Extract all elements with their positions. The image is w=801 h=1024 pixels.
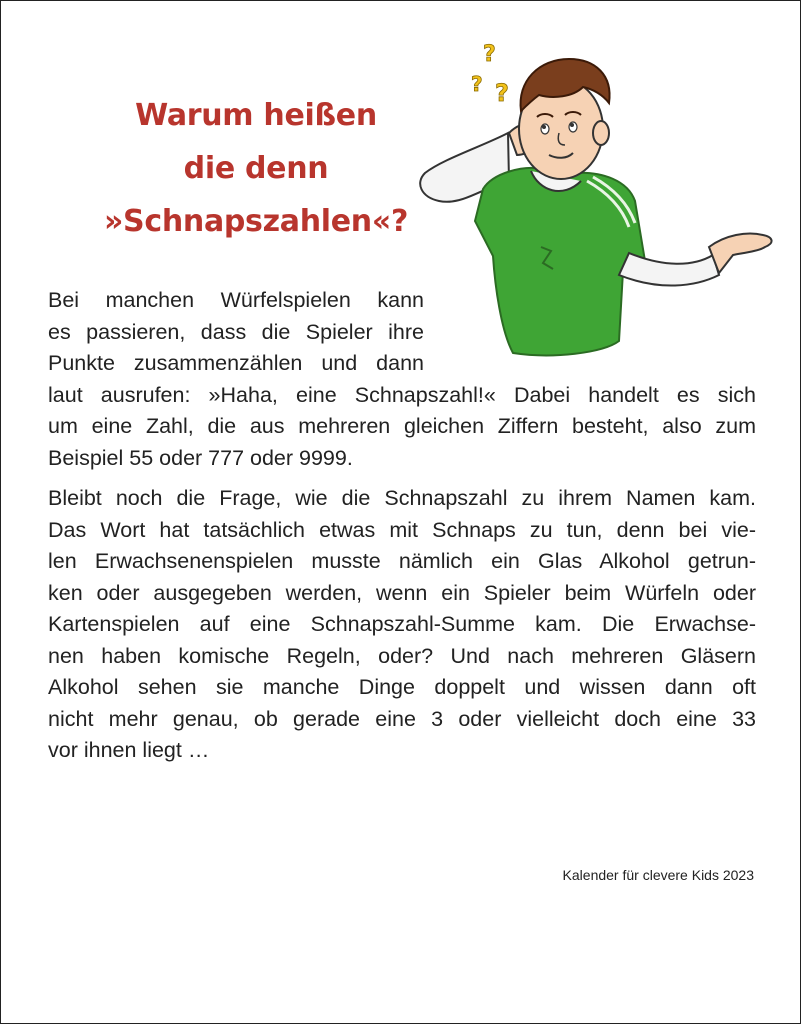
paragraph-2-line: Bleibt noch die Frage, wie die Schnapszahl zu ihrem Namen kam. (48, 486, 756, 510)
svg-text:?: ? (471, 72, 483, 96)
title-line-2: die denn (183, 151, 329, 186)
paragraph-2-line: Alkohol sehen sie manche Dinge doppelt und wissen dann oft (48, 675, 756, 699)
paragraph-2-line: ken oder ausgegeben werden, wenn ein Spieler beim Würfeln oder (48, 580, 756, 605)
svg-text:?: ? (495, 79, 509, 107)
paragraph-1-line: es passieren, dass die Spieler ihre (48, 319, 424, 344)
question-marks-icon (471, 42, 509, 107)
paragraph-1-line: Bei manchen Würfelspielen kann (48, 288, 424, 312)
title-line-3: »Schnapszahlen«? (103, 204, 409, 239)
paragraph-2-line: nicht mehr genau, ob gerade eine 3 oder vielleicht doch eine 33 (48, 706, 756, 731)
paragraph-1-line: Punkte zusammenzählen und dann (48, 351, 424, 375)
paragraph-1 (48, 285, 756, 474)
paragraph-2 (48, 483, 756, 767)
paragraph-2-line: vor ihnen liegt … (48, 738, 210, 762)
paragraph-1-line: Beispiel 55 oder 777 oder 9999. (48, 445, 353, 470)
paragraph-1-line: laut ausrufen: »Haha, eine Schnapszahl!« Dabei handelt es sich (48, 382, 756, 407)
title-line-1: Warum heißen (135, 98, 377, 133)
svg-text:?: ? (483, 42, 496, 67)
paragraph-2-line: Kartenspielen auf eine Schnapszahl-Summe kam. Die Erwachse- (48, 612, 756, 636)
calendar-footer: Kalender für clevere Kids 2023 (562, 867, 754, 883)
page-title (91, 89, 421, 248)
paragraph-2-line: Das Wort hat tatsächlich etwas mit Schnaps zu tun, denn bei vie- (48, 517, 756, 542)
paragraph-1-line: um eine Zahl, die aus mehreren gleichen Ziffern besteht, also zum (48, 414, 756, 438)
paragraph-2-line: len Erwachsenenspielen musste nämlich ein Glas Alkohol getrun- (48, 549, 756, 573)
paragraph-2-line: nen haben komische Regeln, oder? Und nach mehreren Gläsern (48, 643, 756, 668)
